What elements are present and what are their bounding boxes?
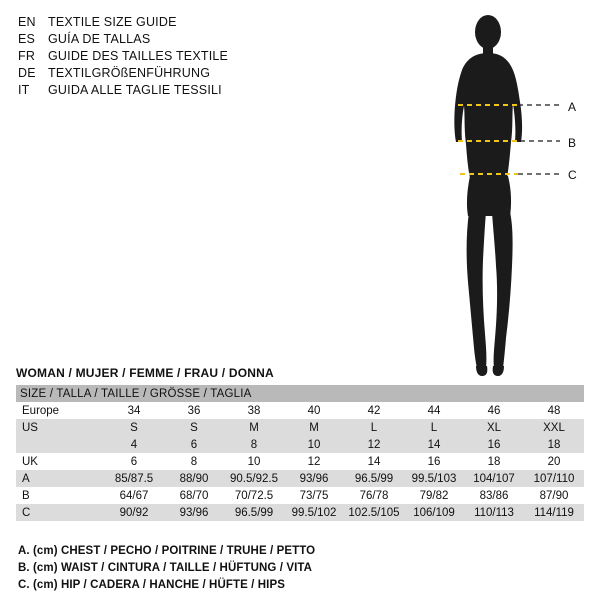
cell: 99.5/102 <box>284 504 344 521</box>
cell: 14 <box>344 453 404 470</box>
cell: 90/92 <box>104 504 164 521</box>
silhouette-shape <box>454 15 522 376</box>
cell: 85/87.5 <box>104 470 164 487</box>
cell: 68/70 <box>164 487 224 504</box>
language-title: GUIDA ALLE TAGLIE TESSILI <box>48 83 222 97</box>
table-header-cell: SIZE / TALLA / TAILLE / GRÖSSE / TAGLIA <box>16 385 584 402</box>
cell: 12 <box>284 453 344 470</box>
cell: 20 <box>524 453 584 470</box>
language-row <box>18 82 318 99</box>
cell: XL <box>464 419 524 436</box>
cell: M <box>284 419 344 436</box>
cell: M <box>224 419 284 436</box>
cell: 110/113 <box>464 504 524 521</box>
size-table-wrap <box>16 385 584 521</box>
cell: 10 <box>224 453 284 470</box>
row-label: C <box>16 504 104 521</box>
cell: 90.5/92.5 <box>224 470 284 487</box>
cell: 102.5/105 <box>344 504 404 521</box>
cell: 93/96 <box>284 470 344 487</box>
cell: 18 <box>464 453 524 470</box>
language-code: FR <box>18 49 36 63</box>
table-row <box>16 402 584 419</box>
table-row <box>16 487 584 504</box>
leader-lines <box>518 105 560 174</box>
cell: 12 <box>344 436 404 453</box>
cell: 76/78 <box>344 487 404 504</box>
legend-row-c: C. (cm) HIP / CADERA / HANCHE / HÜFTE / HIPS <box>18 579 286 591</box>
cell: 70/72.5 <box>224 487 284 504</box>
language-code: DE <box>18 66 36 80</box>
table-row <box>16 453 584 470</box>
measurement-legend <box>18 543 578 594</box>
language-code: ES <box>18 32 36 46</box>
cell: 18 <box>524 436 584 453</box>
cell: 16 <box>464 436 524 453</box>
cell: 8 <box>164 453 224 470</box>
cell: 87/90 <box>524 487 584 504</box>
table-header-row <box>16 385 584 402</box>
cell: 83/86 <box>464 487 524 504</box>
cell: 42 <box>344 402 404 419</box>
language-row <box>18 65 318 82</box>
cell: 36 <box>164 402 224 419</box>
language-title: GUÍA DE TALLAS <box>48 32 151 46</box>
cell: 96.5/99 <box>344 470 404 487</box>
cell: S <box>104 419 164 436</box>
row-label: A <box>16 470 104 487</box>
legend-row-b: B. (cm) WAIST / CINTURA / TAILLE / HÜFTUNG / VITA <box>18 562 313 574</box>
cell: 48 <box>524 402 584 419</box>
measure-label-c: C <box>568 168 577 182</box>
language-row <box>18 31 318 48</box>
cell: 88/90 <box>164 470 224 487</box>
row-label: B <box>16 487 104 504</box>
cell: L <box>404 419 464 436</box>
cell: 10 <box>284 436 344 453</box>
cell: 38 <box>224 402 284 419</box>
table-row <box>16 470 584 487</box>
section-title-woman: WOMAN / MUJER / FEMME / FRAU / DONNA <box>16 366 274 380</box>
cell: L <box>344 419 404 436</box>
cell: 6 <box>164 436 224 453</box>
cell: 79/82 <box>404 487 464 504</box>
cell: 6 <box>104 453 164 470</box>
row-label: UK <box>16 453 104 470</box>
language-row <box>18 14 318 31</box>
table-row <box>16 419 584 436</box>
cell: 14 <box>404 436 464 453</box>
table-row <box>16 504 584 521</box>
language-title: TEXTILGRÖßENFÜHRUNG <box>48 66 211 80</box>
measure-label-a: A <box>568 100 577 114</box>
size-table <box>16 385 584 521</box>
silhouette-svg <box>400 8 600 383</box>
cell: 40 <box>284 402 344 419</box>
cell: 96.5/99 <box>224 504 284 521</box>
language-row <box>18 48 318 65</box>
table-row <box>16 436 584 453</box>
female-silhouette-figure <box>400 8 600 383</box>
language-code: EN <box>18 15 36 29</box>
row-label: US <box>16 419 104 436</box>
legend-row-a: A. (cm) CHEST / PECHO / POITRINE / TRUHE / PETTO <box>18 545 316 557</box>
cell: XXL <box>524 419 584 436</box>
measure-label-b: B <box>568 136 577 150</box>
cell: 73/75 <box>284 487 344 504</box>
cell: 16 <box>404 453 464 470</box>
language-title: TEXTILE SIZE GUIDE <box>48 15 177 29</box>
cell: 99.5/103 <box>404 470 464 487</box>
cell: 114/119 <box>524 504 584 521</box>
row-label <box>16 436 104 453</box>
language-title-list <box>18 14 318 99</box>
cell: 34 <box>104 402 164 419</box>
cell: 106/109 <box>404 504 464 521</box>
cell: 104/107 <box>464 470 524 487</box>
cell: 64/67 <box>104 487 164 504</box>
cell: 8 <box>224 436 284 453</box>
cell: 93/96 <box>164 504 224 521</box>
cell: 4 <box>104 436 164 453</box>
language-title: GUIDE DES TAILLES TEXTILE <box>48 49 229 63</box>
language-code: IT <box>18 83 30 97</box>
row-label: Europe <box>16 402 104 419</box>
cell: 44 <box>404 402 464 419</box>
cell: 46 <box>464 402 524 419</box>
cell: S <box>164 419 224 436</box>
cell: 107/110 <box>524 470 584 487</box>
